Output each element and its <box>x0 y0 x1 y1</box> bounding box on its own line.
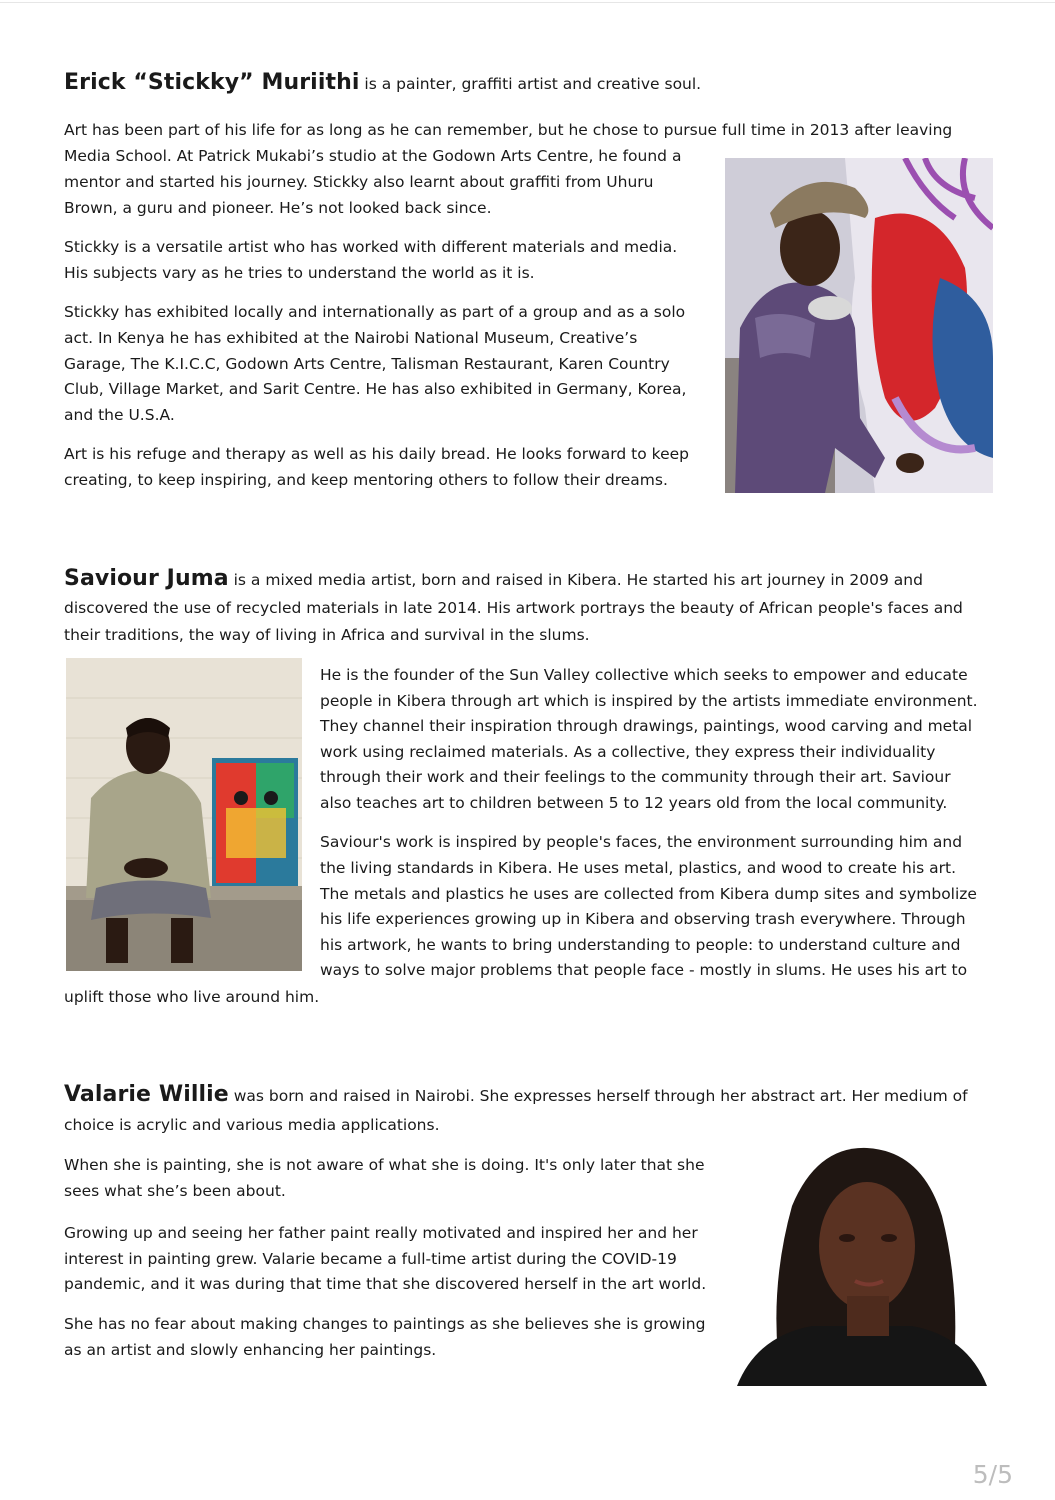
erick-p3-line-4: Club, Village Market, and Sarit Centre. He has also exhibited in Germany, Korea, <box>64 380 687 398</box>
saviour-p1-line-1: He is the founder of the Sun Valley collective which seeks to empower and educate <box>320 666 968 684</box>
saviour-intro-line-2: their traditions, the way of living in Africa and survival in the slums. <box>64 626 590 644</box>
saviour-intro: is a mixed media artist, born and raised in Kibera. He started his art journey in 2009 and <box>228 571 923 589</box>
saviour-p2-tail: uplift those who live around him. <box>64 988 320 1006</box>
valarie-p1-line-1: When she is painting, she is not aware of what she is doing. It's only later that she <box>64 1156 705 1174</box>
valarie-p2-line-1: Growing up and seeing her father paint really motivated and inspired her and her <box>64 1224 698 1242</box>
valarie-heading-line <box>64 1082 968 1110</box>
valarie-photo <box>737 1146 987 1386</box>
erick-p1-line-3: Brown, a guru and pioneer. He’s not looked back since. <box>64 199 492 217</box>
erick-photo <box>725 158 993 493</box>
saviour-p1-line-5: through their work and their feelings to the community through their art. Saviour <box>320 768 951 786</box>
erick-intro: is a painter, graffiti artist and creative soul. <box>359 75 702 93</box>
saviour-p2-line-6: ways to solve major problems that people face - mostly in slums. He uses his art to <box>320 961 968 979</box>
top-border <box>0 2 1055 3</box>
valarie-p3-line-1: She has no fear about making changes to paintings as she believes she is growing <box>64 1315 706 1333</box>
erick-p3-line-3: Garage, The K.I.C.C, Godown Arts Centre, Talisman Restaurant, Karen Country <box>64 355 670 373</box>
saviour-p2-line-4: his life experiences growing up in Kibera and observing trash everywhere. Through <box>320 910 966 928</box>
saviour-p1-line-6: also teaches art to children between 5 to 12 years old from the local community. <box>320 794 948 812</box>
erick-p4-line-2: creating, to keep inspiring, and keep mentoring others to follow their dreams. <box>64 471 668 489</box>
saviour-p2-line-5: his artwork, he wants to bring understanding to people: to understand culture and <box>320 936 961 954</box>
erick-heading-line <box>64 70 701 98</box>
erick-p2-line-2: His subjects vary as he tries to understand the world as it is. <box>64 264 535 282</box>
valarie-intro-line-1: choice is acrylic and various media applications. <box>64 1116 440 1134</box>
erick-p3-line-2: act. In Kenya he has exhibited at the Nairobi National Museum, Creative’s <box>64 329 638 347</box>
erick-p3-line-1: Stickky has exhibited locally and internationally as part of a group and as a solo <box>64 303 686 321</box>
saviour-p1-line-4: work using reclaimed materials. As a collective, they express their individuality <box>320 743 936 761</box>
valarie-p3-line-2: as an artist and slowly enhancing her paintings. <box>64 1341 437 1359</box>
erick-p1-line-2: mentor and started his journey. Stickky also learnt about graffiti from Uhuru <box>64 173 654 191</box>
erick-name: Erick “Stickky” Muriithi <box>64 70 360 95</box>
saviour-p1-line-2: people in Kibera through art which is inspired by the artists immediate environment. <box>320 692 978 710</box>
erick-photo-illustration <box>725 158 993 493</box>
saviour-name: Saviour Juma <box>64 566 229 591</box>
erick-p3-line-5: and the U.S.A. <box>64 406 175 424</box>
erick-p2-line-1: Stickky is a versatile artist who has worked with different materials and media. <box>64 238 678 256</box>
valarie-name: Valarie Willie <box>64 1082 229 1107</box>
erick-p4-line-1: Art is his refuge and therapy as well as his daily bread. He looks forward to keep <box>64 445 689 463</box>
saviour-photo <box>66 658 302 971</box>
saviour-photo-illustration <box>66 658 302 971</box>
page-number: 5/5 <box>972 1460 1013 1489</box>
saviour-intro-line-1: discovered the use of recycled materials in late 2014. His artwork portrays the beauty of African people's faces and <box>64 599 963 617</box>
valarie-photo-illustration <box>737 1146 987 1386</box>
erick-p1-line-1: Media School. At Patrick Mukabi’s studio at the Godown Arts Centre, he found a <box>64 147 682 165</box>
valarie-p2-line-3: pandemic, and it was during that time that she discovered herself in the art world. <box>64 1275 707 1293</box>
saviour-p1-line-3: They channel their inspiration through drawings, paintings, wood carving and metal <box>320 717 973 735</box>
valarie-p2-line-2: interest in painting grew. Valarie became a full-time artist during the COVID-19 <box>64 1250 677 1268</box>
valarie-p1-line-2: sees what she’s been about. <box>64 1182 286 1200</box>
saviour-p2-line-1: Saviour's work is inspired by people's faces, the environment surrounding him and <box>320 833 963 851</box>
valarie-intro: was born and raised in Nairobi. She expresses herself through her abstract art. Her medium of <box>228 1087 968 1105</box>
saviour-p2-line-3: The metals and plastics he uses are collected from Kibera dump sites and symbolize <box>320 885 977 903</box>
saviour-heading-line <box>64 566 923 594</box>
erick-p1-line-0: Art has been part of his life for as long as he can remember, but he chose to pursue full time in 2013 after leaving <box>64 121 953 139</box>
saviour-p2-line-2: the living standards in Kibera. He uses metal, plastics, and wood to create his art. <box>320 859 957 877</box>
